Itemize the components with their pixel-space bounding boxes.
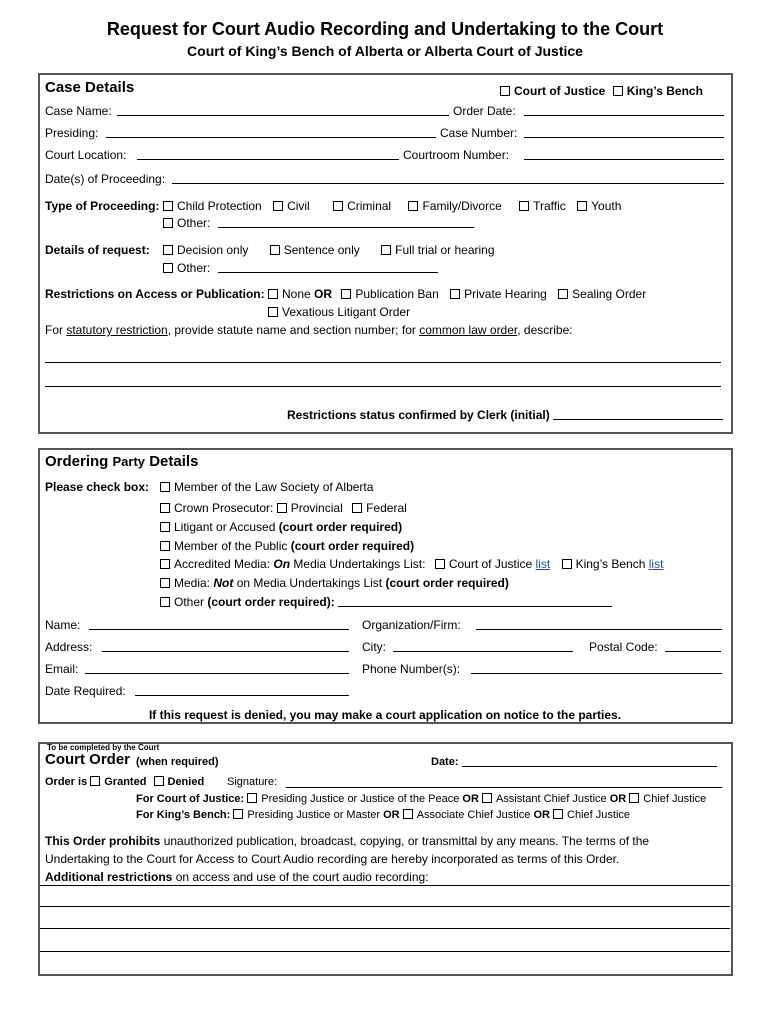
option-public — [160, 539, 414, 553]
kb-presiding-label: Presiding Justice or Master — [247, 809, 381, 821]
option-crown — [160, 501, 407, 515]
public-label: Member of the Public — [174, 539, 288, 553]
case-number-label: Case Number: — [440, 126, 518, 140]
cj-chief-label: Chief Justice — [643, 793, 707, 805]
details-other-label: Other: — [177, 261, 211, 275]
provincial-checkbox[interactable] — [277, 503, 287, 513]
court-location-field[interactable] — [137, 148, 399, 160]
vexatious-litigant-label: Vexatious Litigant Order — [282, 305, 411, 319]
order-is-label: Order is — [45, 776, 88, 788]
accredited-media-label: Accredited Media: — [174, 557, 271, 571]
federal-checkbox[interactable] — [352, 503, 362, 513]
postal-code-field[interactable] — [665, 640, 721, 652]
court-selector — [500, 84, 703, 98]
type-other-label: Other: — [177, 216, 211, 230]
crown-prosecutor-checkbox[interactable] — [160, 503, 170, 513]
kb-list-link[interactable]: list — [648, 557, 664, 571]
private-hearing-checkbox[interactable] — [450, 289, 460, 299]
case-number-field[interactable] — [524, 126, 724, 138]
granted-label: Granted — [104, 776, 147, 788]
address-label: Address: — [45, 640, 93, 654]
kb-signatory-row — [136, 809, 630, 821]
for-kb-label: For King’s Bench: — [136, 809, 231, 821]
media-not-listed-checkbox[interactable] — [160, 578, 170, 588]
signature-label: Signature: — [227, 776, 278, 788]
name-field[interactable] — [89, 618, 349, 630]
acc-cj-checkbox[interactable] — [435, 559, 445, 569]
kb-associate-checkbox[interactable] — [403, 809, 413, 819]
details-other-checkbox[interactable] — [163, 263, 173, 273]
option-law-society — [160, 480, 373, 494]
vexatious-row — [268, 305, 410, 319]
acc-kb-label: King’s Bench — [575, 557, 646, 571]
cj-presiding-checkbox[interactable] — [247, 793, 257, 803]
full-trial-label: Full trial or hearing — [395, 243, 495, 257]
mid-text: , provide statute name and section number; for — [167, 323, 416, 337]
dates-field[interactable] — [172, 172, 724, 184]
cj-signatory-row — [136, 793, 706, 805]
accredited-list-label: Media Undertakings List: — [293, 557, 426, 571]
email-field[interactable] — [85, 662, 349, 674]
denied-note: If this request is denied, you may make a court application on notice to the parties. — [148, 708, 622, 722]
full-trial-checkbox[interactable] — [381, 245, 391, 255]
other-court-order-note: (court order required): — [207, 595, 335, 609]
public-checkbox[interactable] — [160, 541, 170, 551]
order-date-field-court[interactable] — [462, 755, 717, 767]
restriction-row-1[interactable] — [40, 885, 730, 886]
court-order-heading: Court Order — [45, 751, 131, 768]
public-court-order-note: (court order required) — [290, 539, 415, 553]
restriction-or: OR — [314, 287, 333, 301]
cj-list-link[interactable]: list — [535, 557, 551, 571]
type-other-row — [163, 216, 474, 230]
sealing-order-checkbox[interactable] — [558, 289, 568, 299]
restriction-line-2[interactable] — [45, 386, 721, 387]
case-name-field[interactable] — [117, 104, 449, 116]
kb-or-2: OR — [533, 809, 550, 821]
restriction-row-4[interactable] — [40, 951, 730, 952]
restriction-row-2[interactable] — [40, 906, 730, 907]
kb-chief-checkbox[interactable] — [553, 809, 563, 819]
sealing-order-label: Sealing Order — [572, 287, 647, 301]
cj-assistant-label: Assistant Chief Justice — [495, 793, 607, 805]
other-party-label: Other — [174, 595, 205, 609]
kb-associate-label: Associate Chief Justice — [416, 809, 531, 821]
please-check-label: Please check box: — [45, 480, 150, 494]
option-accredited-media — [160, 557, 663, 571]
common-law-order-text: common law order — [419, 323, 518, 337]
for-cj-label: For Court of Justice: — [136, 793, 245, 805]
law-society-label: Member of the Law Society of Alberta — [174, 480, 374, 494]
presiding-label: Presiding: — [45, 126, 99, 140]
type-other-checkbox[interactable] — [163, 218, 173, 228]
cj-or-2: OR — [609, 793, 627, 805]
case-name-label: Case Name: — [45, 104, 112, 118]
court-completion-note: To be completed by the Court — [47, 743, 160, 752]
for-text: For — [45, 323, 63, 337]
presiding-field[interactable] — [106, 126, 436, 138]
ordering-party-heading — [45, 453, 198, 470]
name-label: Name: — [45, 618, 81, 632]
kb-presiding-checkbox[interactable] — [233, 809, 243, 819]
email-label: Email: — [45, 662, 79, 676]
child-protection-checkbox[interactable] — [163, 201, 173, 211]
court-location-label: Court Location: — [45, 148, 127, 162]
courtroom-number-label: Courtroom Number: — [403, 148, 510, 162]
order-date-label: Order Date: — [453, 104, 516, 118]
option-other — [160, 595, 612, 609]
publication-ban-checkbox[interactable] — [341, 289, 351, 299]
option-media-not-listed — [160, 576, 509, 590]
restriction-instructions — [45, 323, 573, 337]
child-protection-label: Child Protection — [177, 199, 262, 213]
restrictions-label: Restrictions on Access or Publication: — [45, 287, 265, 301]
details-other-field[interactable] — [218, 261, 438, 273]
decision-only-checkbox[interactable] — [163, 245, 173, 255]
traffic-checkbox[interactable] — [519, 201, 529, 211]
statutory-restriction-text: statutory restriction — [66, 323, 168, 337]
dates-label: Date(s) of Proceeding: — [45, 172, 166, 186]
media-court-order-note: (court order required) — [385, 576, 509, 590]
court-of-justice-label: Court of Justice — [514, 84, 606, 98]
undertaking-line: Undertaking to the Court for Access to Court Audio recording are hereby incorporated as terms of this Order. — [45, 852, 620, 866]
denied-checkbox[interactable] — [154, 776, 164, 786]
restriction-none-checkbox[interactable] — [268, 289, 278, 299]
signature-field[interactable] — [286, 776, 722, 788]
details-other-row — [163, 261, 438, 275]
date-required-field[interactable] — [135, 684, 349, 696]
traffic-label: Traffic — [533, 199, 566, 213]
federal-label: Federal — [366, 501, 407, 515]
vexatious-litigant-checkbox[interactable] — [268, 307, 278, 317]
litigant-checkbox[interactable] — [160, 522, 170, 532]
cj-or-1: OR — [462, 793, 479, 805]
cj-chief-checkbox[interactable] — [629, 793, 639, 803]
family-divorce-checkbox[interactable] — [408, 201, 418, 211]
order-date-field[interactable] — [524, 104, 724, 116]
sentence-only-label: Sentence only — [283, 243, 360, 257]
granted-checkbox[interactable] — [90, 776, 100, 786]
postal-code-label: Postal Code: — [589, 640, 658, 654]
other-party-field[interactable] — [338, 595, 612, 607]
when-required-note: (when required) — [136, 756, 219, 768]
civil-checkbox[interactable] — [273, 201, 283, 211]
kings-bench-checkbox[interactable] — [613, 86, 623, 96]
details-of-request-label: Details of request: — [45, 243, 150, 257]
media-rest-text: on Media Undertakings List — [236, 576, 383, 590]
type-other-field[interactable] — [218, 216, 474, 228]
restriction-row-3[interactable] — [40, 928, 730, 929]
restriction-line-1[interactable] — [45, 362, 721, 363]
youth-checkbox[interactable] — [577, 201, 587, 211]
prohibition-line — [45, 834, 649, 848]
type-of-proceeding-label: Type of Proceeding: — [45, 199, 160, 213]
accredited-media-checkbox[interactable] — [160, 559, 170, 569]
family-divorce-label: Family/Divorce — [422, 199, 502, 213]
additional-restrictions-line — [45, 870, 429, 884]
address-field[interactable] — [102, 640, 349, 652]
kb-chief-label: Chief Justice — [567, 809, 631, 821]
sentence-only-checkbox[interactable] — [270, 245, 280, 255]
heading-word-ordering: Ordering — [45, 453, 109, 470]
media-label: Media: — [174, 576, 211, 590]
criminal-checkbox[interactable] — [333, 201, 343, 211]
publication-ban-label: Publication Ban — [355, 287, 439, 301]
city-label: City: — [362, 640, 386, 654]
restrictions-options — [268, 287, 646, 301]
criminal-label: Criminal — [347, 199, 392, 213]
details-options — [163, 243, 495, 257]
order-date-label-court: Date: — [431, 756, 459, 768]
civil-label: Civil — [287, 199, 310, 213]
kb-or-1: OR — [383, 809, 400, 821]
phone-label: Phone Number(s): — [362, 662, 461, 676]
provincial-label: Provincial — [290, 501, 343, 515]
cj-presiding-label: Presiding Justice or Justice of the Peace — [261, 793, 460, 805]
additional-rest: on access and use of the court audio recording: — [175, 870, 429, 884]
describe-text: , describe: — [517, 323, 573, 337]
org-label: Organization/Firm: — [362, 618, 461, 632]
kings-bench-label: King’s Bench — [626, 84, 703, 98]
court-of-justice-checkbox[interactable] — [500, 86, 510, 96]
order-decision-row — [45, 776, 204, 788]
page-subtitle: Court of King’s Bench of Alberta or Alberta Court of Justice — [187, 43, 583, 59]
law-society-checkbox[interactable] — [160, 482, 170, 492]
accredited-on-text: On — [273, 557, 291, 571]
courtroom-number-field[interactable] — [524, 148, 724, 160]
cj-assistant-checkbox[interactable] — [482, 793, 492, 803]
option-litigant — [160, 520, 402, 534]
other-party-checkbox[interactable] — [160, 597, 170, 607]
restriction-none-label: None — [282, 287, 311, 301]
prohibits-rest: unauthorized publication, broadcast, copying, or transmittal by any means. The terms of the — [163, 834, 650, 848]
youth-label: Youth — [591, 199, 622, 213]
crown-prosecutor-label: Crown Prosecutor: — [174, 501, 274, 515]
date-required-label: Date Required: — [45, 684, 126, 698]
page-title: Request for Court Audio Recording and Undertaking to the Court — [106, 19, 664, 39]
case-details-heading: Case Details — [45, 79, 135, 96]
city-field[interactable] — [393, 640, 573, 652]
acc-cj-label: Court of Justice — [448, 557, 533, 571]
decision-only-label: Decision only — [177, 243, 249, 257]
prohibits-bold: This Order prohibits — [45, 834, 161, 848]
org-field[interactable] — [476, 618, 722, 630]
litigant-label: Litigant or Accused — [174, 520, 276, 534]
heading-word-details: Details — [149, 453, 199, 470]
additional-bold: Additional restrictions — [45, 870, 173, 884]
type-options — [163, 199, 621, 213]
acc-kb-checkbox[interactable] — [562, 559, 572, 569]
media-not-text: Not — [213, 576, 234, 590]
denied-label: Denied — [167, 776, 205, 788]
private-hearing-label: Private Hearing — [464, 287, 547, 301]
litigant-court-order-note: (court order required) — [278, 520, 403, 534]
clerk-confirmation-label: Restrictions status confirmed by Clerk (initial) — [287, 408, 550, 422]
heading-word-party: Party — [112, 454, 146, 469]
phone-field[interactable] — [471, 662, 722, 674]
clerk-initial-field[interactable] — [553, 408, 723, 420]
